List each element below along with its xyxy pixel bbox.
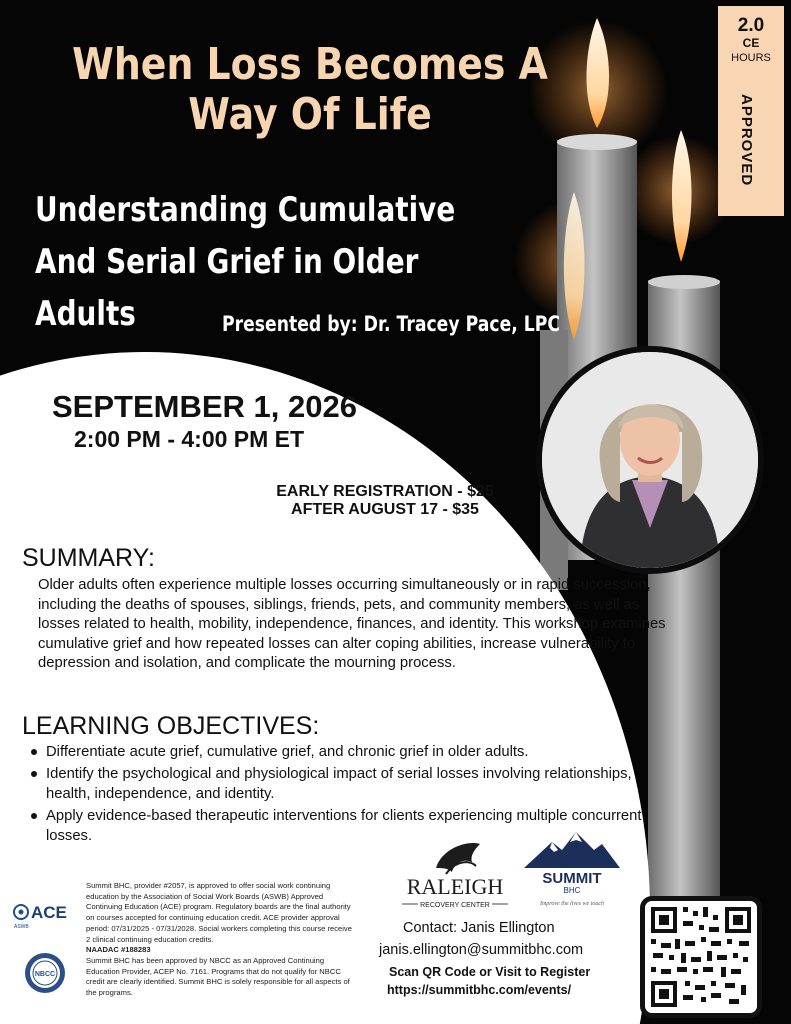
objective-item: Identify the psychological and physiological impact of serial losses involving relationships, health, independence, and identity. bbox=[26, 764, 666, 804]
objectives-heading: LEARNING OBJECTIVES: bbox=[22, 712, 320, 740]
ace-logo-sub: ASWB bbox=[14, 924, 29, 930]
leaf-icon bbox=[436, 843, 480, 872]
register-url-link[interactable]: https://summitbhc.com/events/ bbox=[387, 983, 572, 997]
raleigh-name: RALEIGH bbox=[406, 874, 504, 899]
summit-sub: BHC bbox=[563, 886, 581, 895]
event-date: SEPTEMBER 1, 2026 bbox=[52, 389, 357, 424]
objective-item: Differentiate acute grief, cumulative grief, and chronic grief in older adults. bbox=[26, 742, 666, 762]
naadac-label: NAADAC #188283 bbox=[86, 945, 151, 955]
subtitle-line-1: Understanding Cumulative bbox=[35, 190, 456, 230]
subtitle-line-2: And Serial Grief in Older Adults bbox=[35, 242, 419, 334]
presenter-photo bbox=[542, 352, 758, 568]
raleigh-recovery-logo bbox=[396, 838, 514, 914]
pricing bbox=[240, 483, 530, 519]
qr-code[interactable] bbox=[640, 896, 762, 1018]
summit-tagline: Improve the lives we touch bbox=[539, 901, 605, 907]
ce-label: CE bbox=[742, 36, 760, 50]
ce-hours-number: 2.0 bbox=[737, 15, 765, 36]
hours-label: HOURS bbox=[731, 52, 771, 64]
contact-email-link[interactable]: janis.ellington@summitbhc.com bbox=[379, 942, 584, 958]
objective-item: Apply evidence-based therapeutic interventions for clients experiencing multiple concurrent losses. bbox=[26, 806, 666, 846]
aswb-statement: Summit BHC, provider #2057, is approved to offer social work continuing education by the Association of Social Work Boards (ASWB) Approved Continuing Education (ACE) program. Regulatory boards are the final authority on courses accepted for continuing education credit. ACE provider approval period: 07/31/2025 - 07/31/2028. Social workers completing this course receive 2 clinical continuing education credits. bbox=[86, 881, 352, 944]
price-early: EARLY REGISTRATION - $25 bbox=[276, 483, 494, 500]
event-time: 2:00 PM - 4:00 PM ET bbox=[74, 426, 305, 452]
raleigh-sub: RECOVERY CENTER bbox=[420, 902, 490, 909]
nbcc-seal-logo bbox=[24, 952, 66, 994]
price-late: AFTER AUGUST 17 - $35 bbox=[291, 501, 479, 518]
summit-name: SUMMIT bbox=[542, 870, 602, 887]
summary-body: Older adults often experience multiple losses occurring simultaneously or in rapid succession, including the deaths of spouses, siblings, friends, pets, and community members, as well as losses related to health, mobility, independence, finances, and identity. This workshop examines cumulative grief and how repeated losses can alter coping abilities, increase vulnerability to depression and isolation, and complicate the mourning process. bbox=[38, 577, 666, 671]
summit-bhc-logo bbox=[520, 828, 624, 910]
register-cta: Scan QR Code or Visit to Register bbox=[389, 965, 591, 979]
ce-hours-badge bbox=[718, 6, 784, 216]
page-title: When Loss Becomes A Way Of Life bbox=[72, 39, 548, 140]
ace-logo-text: ACE bbox=[31, 903, 67, 922]
nbcc-logo-text: NBCC bbox=[34, 971, 56, 978]
contact-name: Contact: Janis Ellington bbox=[403, 920, 555, 936]
mountain-icon bbox=[524, 832, 620, 868]
ace-logo bbox=[12, 898, 78, 930]
qr-code-icon bbox=[645, 901, 757, 1013]
presenter-line: Presented by: Dr. Tracey Pace, LPC bbox=[222, 312, 561, 336]
nbcc-statement: Summit BHC has been approved by NBCC as an Approved Continuing Education Provider, ACEP No. 7161. Programs that do not qualify for NBCC credit are clearly identified. Summit BHC is solely responsible for all aspects of the programs. bbox=[86, 955, 350, 998]
summary-heading: SUMMARY: bbox=[22, 544, 155, 572]
accreditation-statement bbox=[86, 881, 354, 999]
presenter-portrait-icon bbox=[542, 352, 758, 568]
approved-label: APPROVED bbox=[738, 94, 755, 187]
